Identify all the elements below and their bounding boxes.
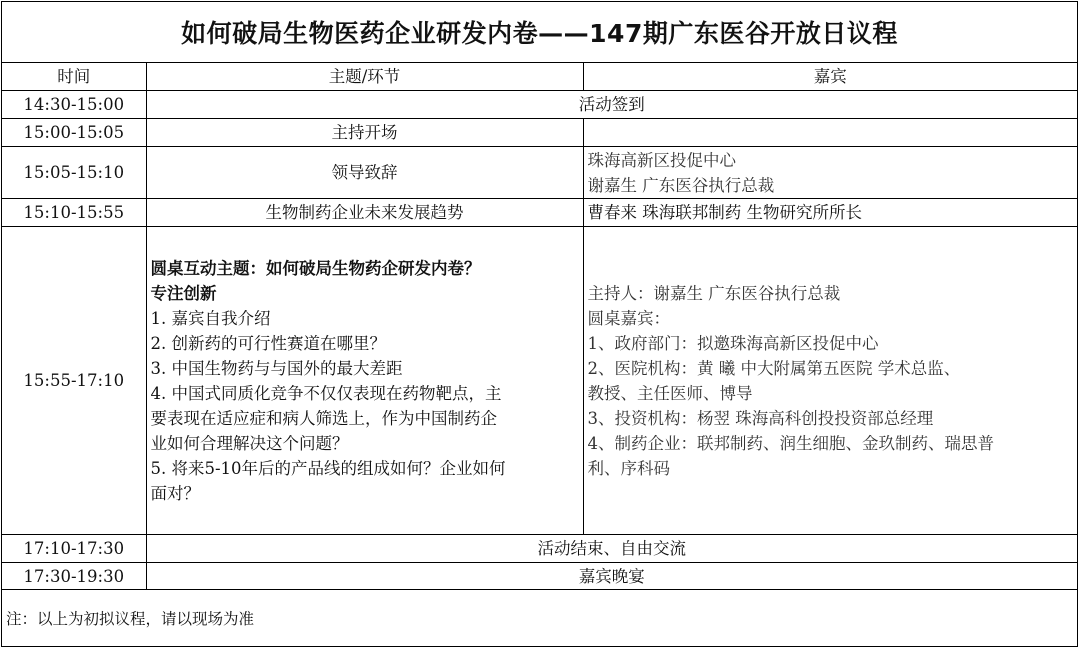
roundtable-guests (583, 227, 1077, 535)
topic-line: 2. 创新药的可行性赛道在哪里？ (150, 333, 386, 353)
guest-line: 教授、主任医师、博导 (587, 383, 753, 403)
table-row (2, 563, 1077, 590)
row-guest (583, 147, 1077, 199)
agenda-table (2, 62, 1077, 590)
topic-line: 要表现在适应症和病人筛选上，作为中国制药企 (150, 408, 497, 428)
row-topic: 活动结束、自由交流 (146, 535, 1077, 563)
roundtable-heading: 圆桌互动主题：如何破局生物药企研发内卷？ (150, 258, 481, 278)
topic-line: 面对？ (150, 483, 200, 503)
topic-line: 5. 将来5-10年后的产品线的组成如何？企业如何 (150, 458, 506, 478)
table-row (2, 535, 1077, 563)
agenda-title: 如何破局生物医药企业研发内卷——147期广东医谷开放日议程 (2, 2, 1077, 63)
row-time: 15:10-15:55 (2, 199, 146, 227)
row-time: 14:30-15:00 (2, 91, 146, 119)
topic-line: 业如何合理解决这个问题？ (150, 433, 349, 453)
header-guest: 嘉宾 (583, 63, 1077, 91)
guest-line: 3、投资机构：杨翌 珠海高科创投投资部总经理 (587, 408, 934, 428)
guest-line: 1、政府部门：拟邀珠海高新区投促中心 (587, 333, 879, 353)
guest-line: 利、序科码 (587, 458, 670, 478)
guest-line: 圆桌嘉宾： (587, 308, 670, 328)
roundtable-topic (146, 227, 583, 535)
row-topic: 领导致辞 (146, 147, 583, 199)
topic-line: 3. 中国生物药与与国外的最大差距 (150, 358, 403, 378)
table-row (2, 119, 1077, 147)
agenda-document (1, 1, 1078, 647)
table-row (2, 199, 1077, 227)
row-time: 17:30-19:30 (2, 563, 146, 590)
table-row (2, 147, 1077, 199)
row-topic: 主持开场 (146, 119, 583, 147)
guest-line: 2、医院机构：黄 曦 中大附属第五医院 学术总监、 (587, 358, 961, 378)
topic-line: 4. 中国式同质化竞争不仅仅表现在药物靶点，主 (150, 383, 502, 403)
table-row (2, 91, 1077, 119)
row-guest (583, 119, 1077, 147)
header-topic: 主题/环节 (146, 63, 583, 91)
guest-line: 主持人：谢嘉生 广东医谷执行总裁 (587, 283, 841, 303)
header-row (2, 63, 1077, 91)
guest-line: 谢嘉生 广东医谷执行总裁 (587, 175, 775, 195)
row-topic: 活动签到 (146, 91, 1077, 119)
guest-line: 珠海高新区投促中心 (587, 150, 736, 170)
roundtable-subheading: 专注创新 (150, 283, 217, 303)
row-time: 17:10-17:30 (2, 535, 146, 563)
row-time: 15:05-15:10 (2, 147, 146, 199)
row-time: 15:55-17:10 (2, 227, 146, 535)
row-topic: 嘉宾晚宴 (146, 563, 1077, 590)
topic-line: 1. 嘉宾自我介绍 (150, 308, 271, 328)
guest-line: 4、制药企业：联邦制药、润生细胞、金玖制药、瑞思普 (587, 433, 994, 453)
row-guest: 曹春来 珠海联邦制药 生物研究所所长 (583, 199, 1077, 227)
table-row-roundtable (2, 227, 1077, 535)
row-topic: 生物制药企业未来发展趋势 (146, 199, 583, 227)
row-time: 15:00-15:05 (2, 119, 146, 147)
header-time: 时间 (2, 63, 146, 91)
footnote: 注：以上为初拟议程，请以现场为准 (6, 610, 255, 628)
